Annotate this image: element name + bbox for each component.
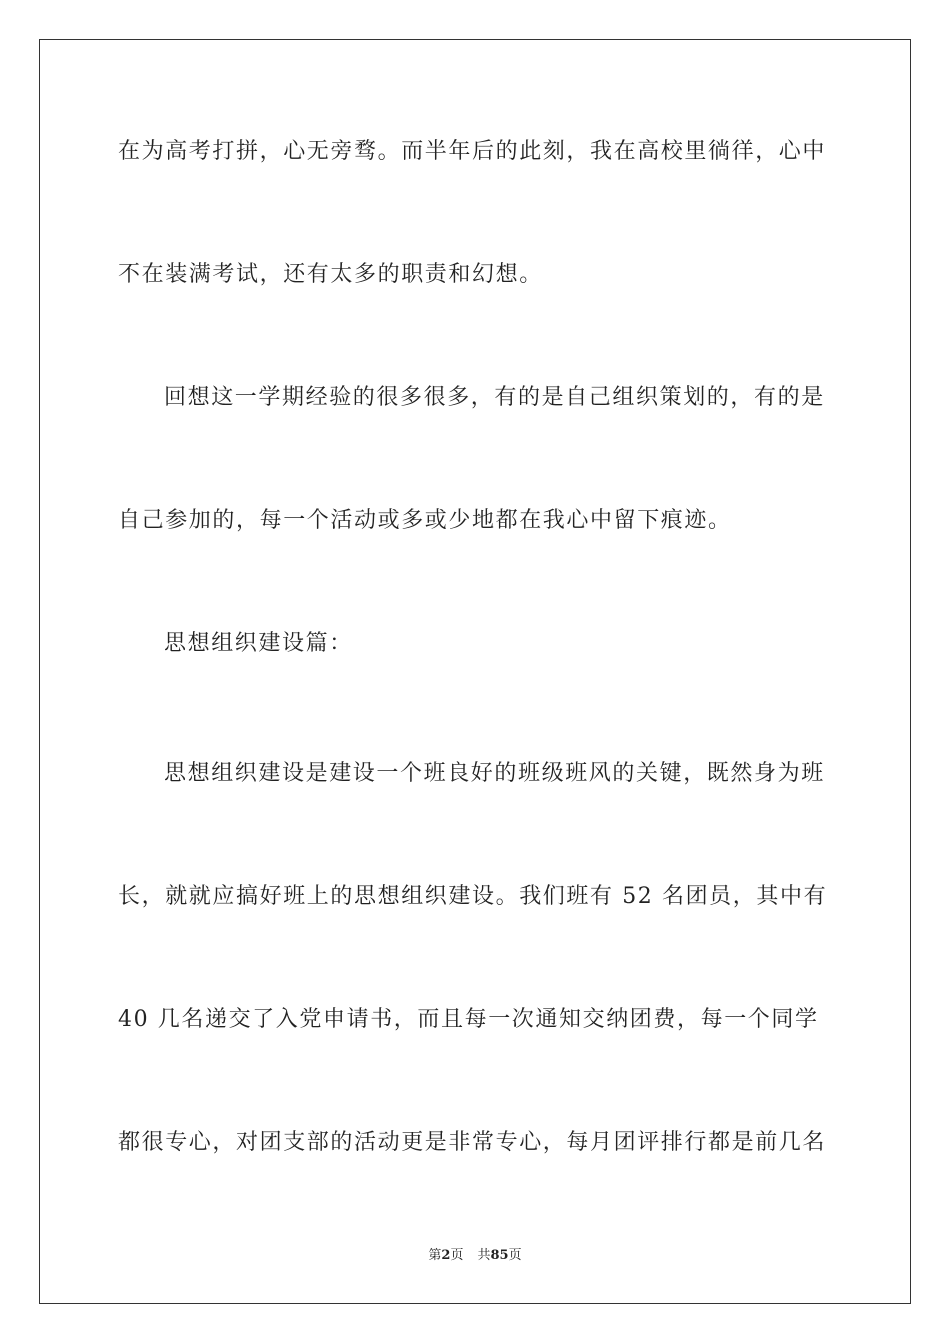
body-line-4: 自己参加的，每一个活动或多或少地都在我心中留下痕迹。 [118,508,732,533]
footer-page-current: 2 [441,1248,451,1263]
page-frame [39,39,911,1304]
body-line-7: 长，就就应搞好班上的思想组织建设。我们班有 52 名团员，其中有 [118,884,828,909]
body-line-3: 回想这一学期经验的很多很多，有的是自己组织策划的，有的是 [164,385,825,410]
footer-page-suffix: 页 [450,1248,464,1263]
section-heading: 思想组织建设篇： [164,631,353,656]
body-line-1: 在为高考打拼，心无旁骛。而半年后的此刻，我在高校里徜徉，心中 [118,139,827,164]
body-line-2: 不在装满考试，还有太多的职责和幻想。 [118,262,543,287]
page-footer [0,1247,950,1265]
footer-total-suffix: 页 [508,1248,522,1263]
footer-total-prefix: 共 [477,1248,491,1263]
body-line-6: 思想组织建设是建设一个班良好的班级班风的关键，既然身为班 [164,761,825,786]
footer-page-prefix: 第 [428,1248,442,1263]
body-line-9: 都很专心，对团支部的活动更是非常专心，每月团评排行都是前几名 [118,1130,827,1155]
body-line-8: 40 几名递交了入党申请书，而且每一次通知交纳团费，每一个同学 [118,1007,819,1032]
footer-page-total: 85 [490,1248,509,1263]
